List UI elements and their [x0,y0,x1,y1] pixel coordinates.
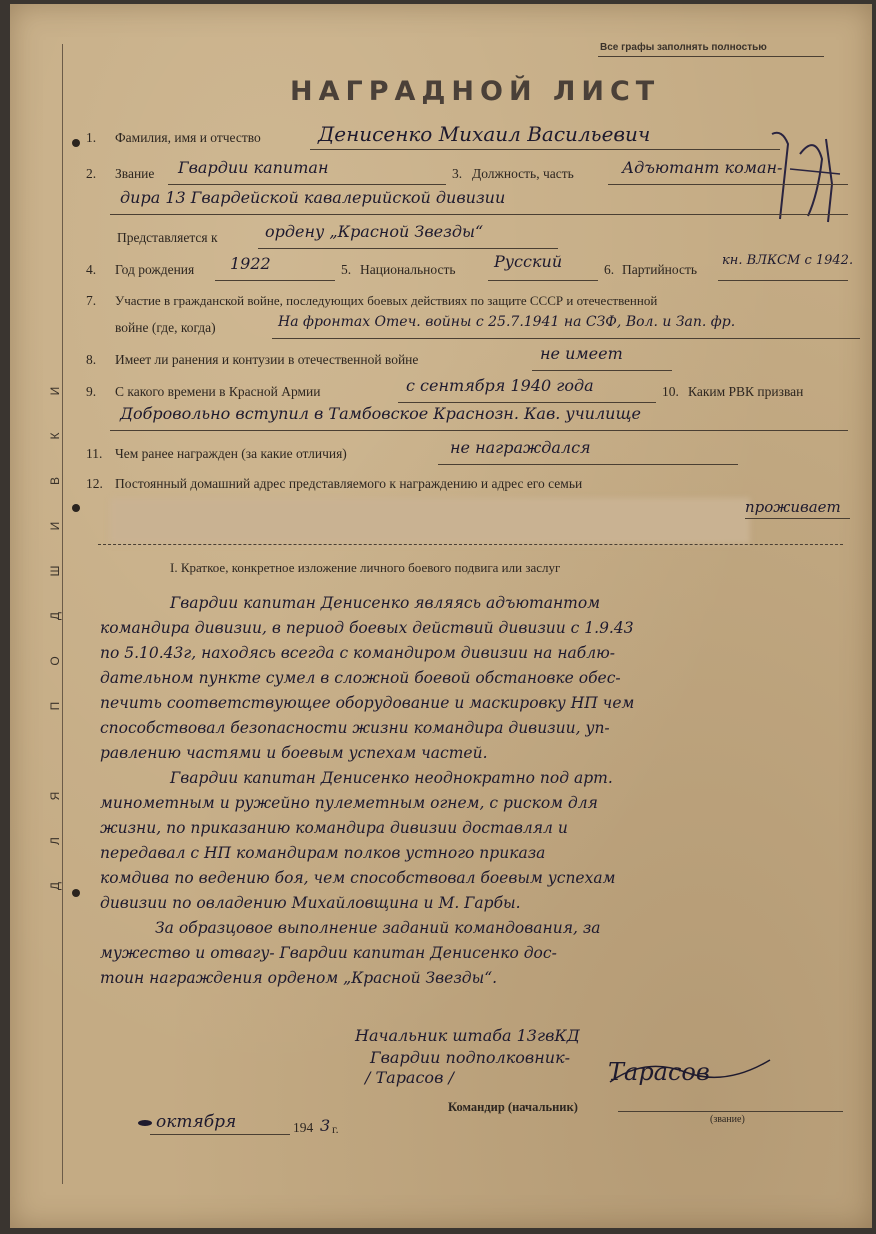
narrative-line: Гвардии капитан Денисенко являясь адъютантом [170,594,601,612]
narrative-line: Гвардии капитан Денисенко неоднократно под арт. [170,769,613,787]
narrative-line: жизни, по приказанию командира дивизии доставлял и [100,819,568,837]
date-year-suffix: 3 [320,1116,331,1135]
field-7-label2: войне (где, когда) [115,320,216,335]
field-10-label: Каким РВК призван [688,384,804,399]
narrative-line: дивизии по овладению Михайловщина и М. Гарбы. [100,894,521,912]
margin-line [62,44,63,1184]
side-label-letter: Д [48,881,62,891]
field-6-value: кн. ВЛКСМ с 1942. [722,253,854,268]
present-line [258,248,558,249]
side-label-letter: И [48,521,62,531]
redacted-address-area [110,498,750,544]
date-year-prefix: 194 [293,1120,314,1135]
field-7-num: 7. [86,293,97,308]
side-label-letter: Л [48,837,62,845]
field-6-line [718,280,848,281]
signature-flourish-icon [605,1052,775,1092]
field-11-num: 11. [86,446,103,461]
punch-hole [72,504,80,512]
side-label-letter: В [48,477,62,486]
field-5-line [488,280,598,281]
field-8-value: не имеет [540,344,623,363]
field-9-num: 9. [86,384,97,399]
rank-label: (звание) [710,1114,745,1125]
narrative-line: тоин награждения орденом „Красной Звезды“. [100,969,498,987]
narrative-line: печить соответствующее оборудование и маскировку НП чем [100,694,635,712]
present-value: ордену „Красной Звезды“ [265,222,484,241]
document-title: НАГРАДНОЙ ЛИСТ [290,76,661,107]
narrative-line: передавал с НП командирам полков устного приказа [100,844,546,862]
field-2-line [168,184,446,185]
field-5-num: 5. [341,262,352,277]
date-line [150,1134,290,1135]
field-9-value: с сентября 1940 года [406,376,594,395]
field-2-label: Звание [115,166,155,181]
narrative-line: дательном пункте сумел в сложной боевой обстановке обес- [100,669,621,687]
field-10-value: Добровольно вступил в Тамбовское Краснозн. Кав. училище [120,404,641,423]
punch-hole [72,139,80,147]
field-8-label: Имеет ли ранения и контузии в отечественной войне [115,352,419,367]
award-sheet [10,4,872,1228]
signature-title-line1: Начальник штаба 13гвКД [355,1026,580,1045]
field-4-num: 4. [86,262,97,277]
field-4-value: 1922 [230,254,271,273]
field-6-label: Партийность [622,262,698,277]
field-7-value: На фронтах Отеч. войны с 25.7.1941 на СЗФ, Вол. и Зап. фр. [278,314,736,330]
field-4-line [215,280,335,281]
field-12-label: Постоянный домашний адрес представляемого к награждению и адрес его семьи [115,476,583,491]
section-heading: I. Краткое, конкретное изложение личного боевого подвига или заслуг [170,560,561,575]
field-5-value: Русский [494,252,563,271]
field-9-label: С какого времени в Красной Армии [115,384,321,399]
field-11-line [438,464,738,465]
side-label-letter: О [48,656,62,666]
commander-line [618,1111,843,1112]
field-1-line [310,149,780,150]
present-label: Представляется к [117,230,218,245]
side-label-letter: Я [48,791,62,801]
side-label-letter: И [48,386,62,396]
narrative-line: мужество и отвагу- Гвардии капитан Денисенко дос- [100,944,557,962]
header-note-underline [598,56,824,57]
narrative-line: минометным и ружейно пулеметным огнем, с риском для [100,794,598,812]
side-label-letter: К [48,432,62,440]
side-label-letter: Ш [48,565,62,577]
date-month: октября [156,1112,237,1132]
header-note: Все графы заполнять полностью [600,42,767,53]
field-11-label: Чем ранее награжден (за какие отличия) [115,446,347,461]
field-10-line [110,430,848,431]
narrative-line: командира дивизии, в период боевых действий дивизии с 1.9.43 [100,619,634,637]
field-12-value: проживает [745,498,841,516]
field-7-line [272,338,860,339]
field-11-value: не награждался [450,438,591,457]
field-8-num: 8. [86,352,97,367]
field-5-label: Национальность [360,262,456,277]
field-2-value: Гвардии капитан [178,158,329,177]
field-9-line [398,402,656,403]
field-3-line [608,184,848,185]
field-1-value: Денисенко Михаил Васильевич [318,122,651,146]
field-12-num: 12. [86,476,103,491]
date-suffix: г. [332,1122,339,1136]
field-4-label: Год рождения [115,262,195,277]
side-label-letter: Д [48,611,62,621]
signature-title-line2: Гвардии подполковник- [370,1048,571,1067]
field-3-num: 3. [452,166,463,181]
section-divider [98,544,843,545]
field-8-line [532,370,672,371]
signature-sign: Тарасов [608,1058,710,1086]
signature-title-line3: / Тарасов / [365,1068,454,1087]
punch-hole [72,889,80,897]
narrative-line: комдива по ведению боя, чем способствовал боевым успехам [100,869,616,887]
field-3-value2: дира 13 Гвардейской кавалерийской дивизии [120,188,506,207]
side-label-letter: П [48,701,62,711]
field-12-line [745,518,850,519]
narrative-line: равлению частями и боевым успехам частей. [100,744,488,762]
field-1-label: Фамилия, имя и отчество [115,130,261,145]
field-3-label: Должность, часть [472,166,574,181]
field-10-num: 10. [662,384,679,399]
narrative-line: За образцовое выполнение заданий командования, за [155,919,601,937]
date-dot [138,1120,152,1126]
field-1-num: 1. [86,130,97,145]
field-7-label: Участие в гражданской войне, последующих боевых действиях по защите СССР и отечественной [115,293,658,308]
field-2-num: 2. [86,166,97,181]
field-3-line2 [110,214,848,215]
field-3-value: Адъютант коман- [622,158,783,177]
field-6-num: 6. [604,262,615,277]
narrative-line: по 5.10.43г, находясь всегда с командиром дивизии на наблю- [100,644,615,662]
commander-label: Командир (начальник) [448,1100,578,1114]
narrative-line: способствовал безопасности жизни командира дивизии, уп- [100,719,610,737]
